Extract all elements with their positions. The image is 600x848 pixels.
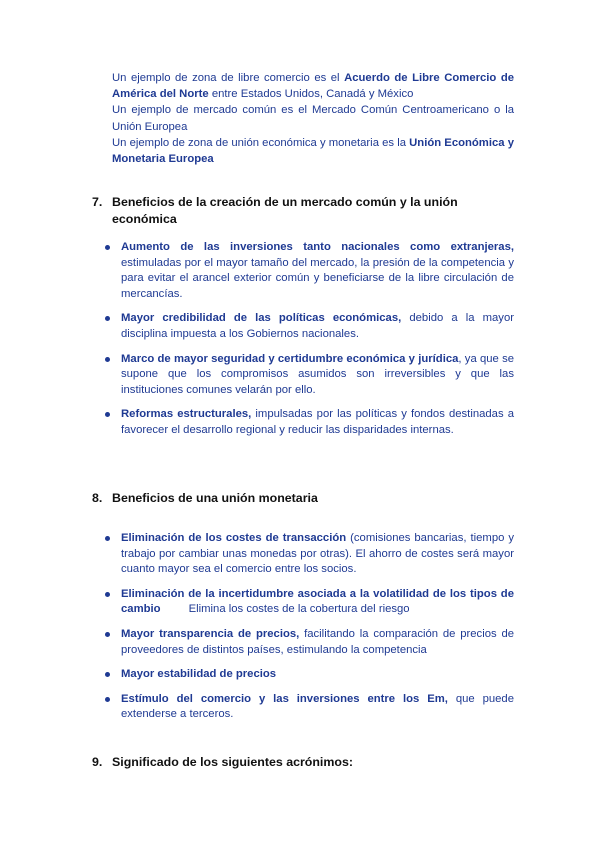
example-text: entre Estados Unidos, Canadá y México (208, 88, 414, 101)
item-text: impulsadas por las políticas y fondos destinadas a favorecer el desarrollo regional y reducir las disparidades internas. (121, 408, 515, 436)
list-item (104, 407, 514, 438)
list-item (104, 667, 514, 683)
example-free-trade-zone (112, 70, 514, 102)
item-bold-text: Aumento de las inversiones tanto nacionales como extranjeras, (121, 241, 514, 253)
item-text: estimuladas por el mayor tamaño del mercado, la presión de la competencia y para evitar el arancel exterior común y beneficiarse de la libre circulación de mercancías. (121, 256, 514, 300)
section-8-list (104, 531, 514, 723)
item-text: debido a la mayor disciplina impuesta a los Gobiernos nacionales. (121, 312, 514, 340)
item-text: facilitando la comparación de precios de proveedores de distintos países, estimulando la competencia (121, 627, 515, 656)
item-text: que puede extenderse a terceros. (121, 692, 514, 721)
list-item (104, 531, 514, 578)
section-title: Beneficios de la creación de un mercado común y la unión (112, 195, 458, 209)
item-text: , ya que se supone que los compromisos asumidos son irreversibles y que las instituciones comunes velarán por ello. (121, 352, 515, 396)
list-item (104, 352, 514, 399)
example-common-market: Un ejemplo de mercado común es el Mercado Común Centroamericano o la Unión Europea (112, 104, 514, 133)
section-title: económica (112, 212, 177, 226)
list-item (104, 627, 514, 658)
section-number: 7. (92, 195, 103, 209)
list-item (104, 692, 514, 723)
item-bold-text: Reformas estructurales, (121, 408, 252, 421)
item-bold-text: Eliminación de los costes de transacción (121, 532, 347, 544)
item-bold-text: Eliminación de la incertidumbre asociada a la volatilidad de los tipos de cambio (121, 587, 514, 616)
list-item (104, 311, 514, 342)
section-title: Significado de los siguientes acrónimos: (112, 755, 353, 769)
example-bold-text: Acuerdo de Libre Comercio de América del Norte (112, 72, 515, 101)
section-number: 9. (92, 755, 103, 769)
example-text: Un ejemplo de zona de libre comercio es el (112, 72, 345, 84)
item-bold-text: Mayor credibilidad de las políticas económicas, (121, 312, 402, 325)
example-bold-text: Unión Económica y Monetaria Europea (112, 136, 514, 166)
section-7-list (104, 240, 514, 439)
section-number: 8. (92, 491, 103, 505)
item-bold-text: Mayor estabilidad de precios (121, 668, 277, 681)
section-8-heading (92, 490, 318, 507)
example-economic-monetary-union (112, 135, 514, 167)
section-title: Beneficios de una unión monetaria (112, 491, 318, 505)
section-7-heading (92, 194, 458, 228)
item-bold-text: Mayor transparencia de precios, (121, 627, 300, 640)
item-bold-text: Marco de mayor seguridad y certidumbre económica y jurídica (121, 352, 459, 365)
item-text: (comisiones bancarias, tiempo y trabajo por cambiar unas monedas por otras). El ahorro de costes será mayor cuanto mayor sea el comercio entre los socios. (121, 532, 515, 576)
item-bold-text: Estímulo del comercio y las inversiones entre los Em, (121, 692, 448, 705)
intro-examples (112, 70, 514, 167)
list-item (104, 240, 514, 302)
list-item (104, 587, 514, 618)
example-text: Un ejemplo de zona de unión económica y monetaria es la (112, 136, 410, 149)
item-text: Elimina los costes de la cobertura del riesgo (188, 603, 410, 616)
section-9-heading (92, 754, 353, 771)
